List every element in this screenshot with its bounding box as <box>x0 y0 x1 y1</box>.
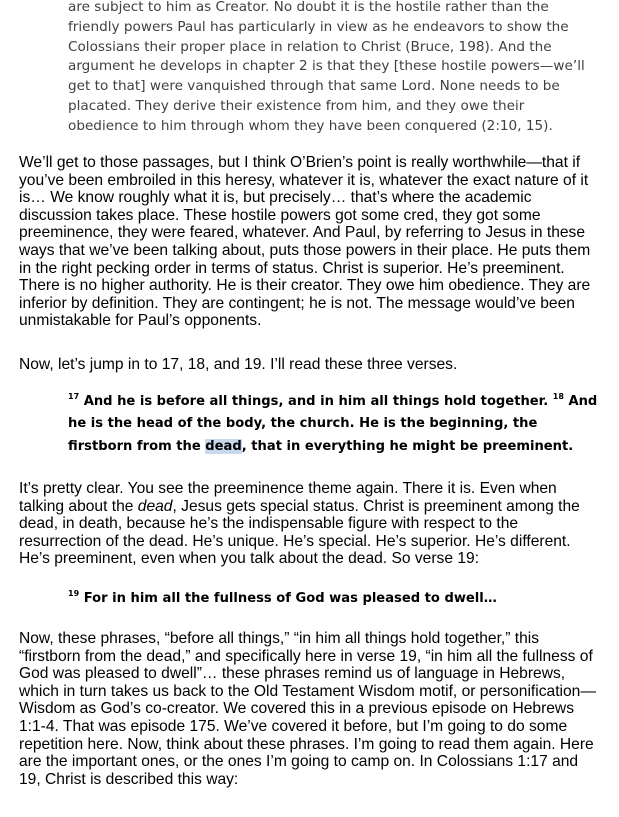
verse-number-19: 19 <box>68 589 80 598</box>
block-quote <box>68 0 598 137</box>
verse-number-18: 18 <box>552 392 564 401</box>
verse-18-text: And he is the head of the body, the church. He is the beginning, the firstborn from the <box>68 394 598 454</box>
block-quote-text: are subject to him as Creator. No doubt it is the hostile rather than the friendly powers Paul has particularly in view as he endeavors to show the Colossians their proper place in relation to Christ (Bruce, 198). And the argument he develops in chapter 2 is that they [these hostile powers—we’ll get to that] were vanquished through that same Lord. None needs to be placated. They derive their existence from him, and they owe their obedience to him through whom they have been conquered (2:10, 15). <box>68 0 585 134</box>
scripture-quote-verses-17-18 <box>68 391 603 458</box>
highlighted-word: dead <box>205 438 242 454</box>
verse-number-17: 17 <box>68 392 80 401</box>
verse-17-text: And he is before all things, and in him all things hold together. <box>79 394 553 409</box>
paragraph-text-end: , Jesus gets special status. Christ is preeminent among the dead, in death, because he’s the indispensable figure with respect to the resurrection of the dead. He’s unique. He’s special. He’s superior. He’s different. He’s preeminent, even when you talk about the dead. So verse 19: <box>19 497 580 568</box>
verse-18-text-end: , that in everything he might be preeminent. <box>241 438 574 454</box>
paragraph-preeminence <box>19 480 604 568</box>
emphasized-word: dead <box>137 497 173 515</box>
scripture-quote-verse-19 <box>68 588 603 610</box>
paragraph-text: Now, let’s jump in to 17, 18, and 19. I’ll read these three verses. <box>19 356 458 373</box>
paragraph-text: It’s pretty clear. You see the preeminence theme again. There it is. Even when talking about the <box>19 480 557 515</box>
paragraph-text: Now, these phrases, “before all things,” “in him all things hold together,” this “firstborn from the dead,” and specifically here in verse 19, “in him all the fullness of God was pleased to dwell”… these phrases remind us of language in Hebrews, which in turn takes us back to the Old Testament Wisdom motif, or personification—Wisdom as God’s co-creator. We covered this in a previous episode on Hebrews 1:1-4. That was episode 175. We’ve covered it before, but I’m going to do some repetition here. Now, think about these phrases. I’m going to read them again. Here are the important ones, or the ones I’m going to camp on. In Colossians 1:17 and 19, Christ is described this way: <box>19 630 596 788</box>
paragraph-obrien-point <box>19 154 604 330</box>
paragraph-text: We’ll get to those passages, but I think O’Brien’s point is really worthwhile—that if you’ve been embroiled in this heresy, whatever it is, whatever the exact nature of it is… We know roughly what it is, but precisely… that’s where the academic discussion takes place. These hostile powers got some cred, they got some preeminence, they were feared, whatever. And Paul, by referring to Jesus in these ways that we’ve been talking about, puts those powers in their place. He puts them in the right pecking order in terms of status. Christ is superior. He’s preeminent. There is no higher authority. He is their creator. They owe him obedience. They are inferior by definition. They are contingent; he is not. The message would’ve been unmistakable for Paul’s opponents. <box>19 154 591 330</box>
verse-19-text: For in him all the fullness of God was pleased to dwell… <box>79 591 497 606</box>
paragraph-verses-intro <box>19 356 604 374</box>
paragraph-wisdom-motif <box>19 630 604 788</box>
